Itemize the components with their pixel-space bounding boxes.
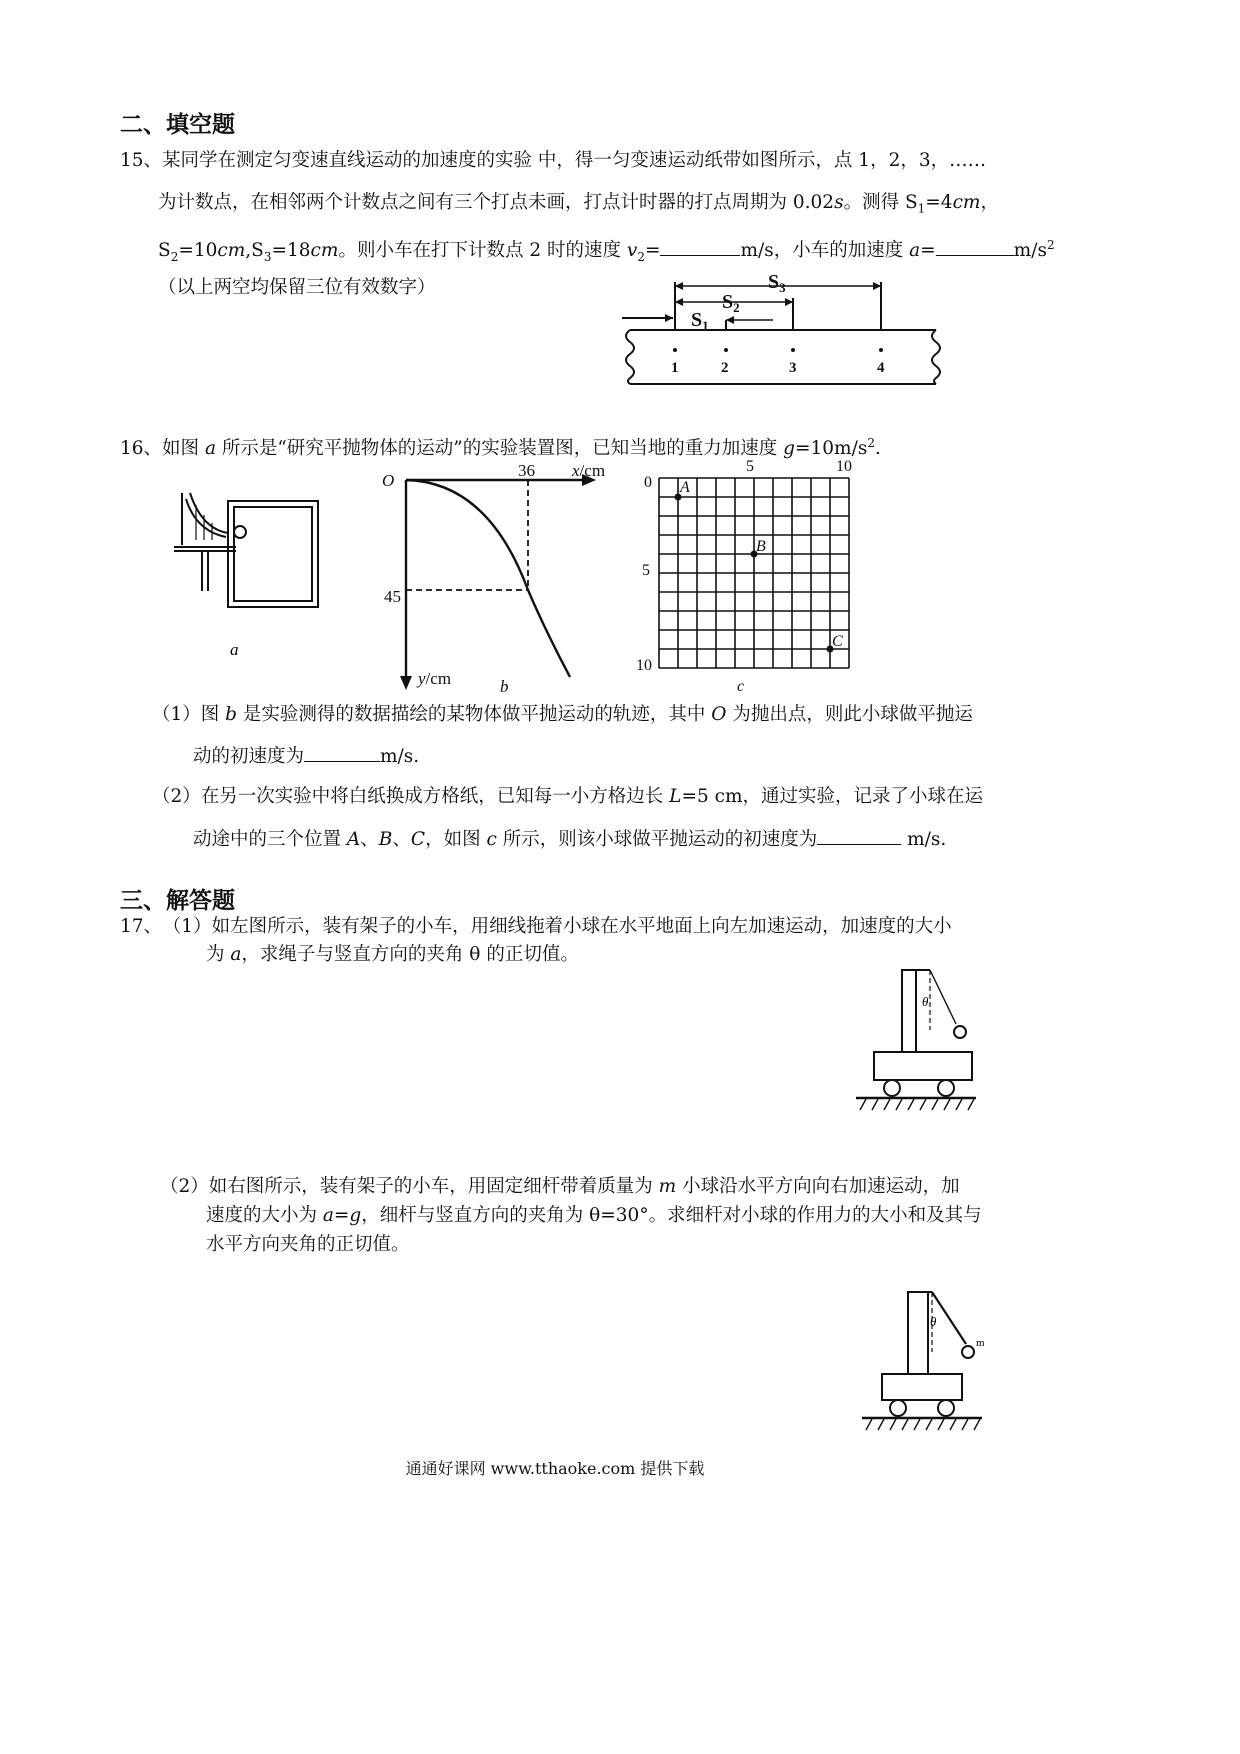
q17-p1-b: 为 <box>206 944 231 965</box>
q15-sub-3: 3 <box>263 249 272 264</box>
q15-text-3d: =18 <box>271 240 311 262</box>
tape-point-3: 3 <box>789 360 797 376</box>
y-axis-label: y/cm <box>418 669 452 688</box>
q15-text-3a: S <box>158 240 171 262</box>
q17-part-2-line-1 <box>160 1174 960 1200</box>
q15-sub-1: 1 <box>917 201 926 216</box>
tape-label-s2: $S_2$ <box>722 291 740 315</box>
q15-comma: ， <box>980 192 999 213</box>
q16-p1-e: 动的初速度为 <box>193 746 305 767</box>
q17-p2-var-m: m <box>658 1176 677 1197</box>
point-b-label: B <box>756 538 766 555</box>
q16-answer-blank-1[interactable] <box>304 743 380 762</box>
q16-p1-unit: m/s. <box>380 746 420 767</box>
grid-lines <box>659 478 849 668</box>
cart-1-post <box>902 970 916 1052</box>
q16-fig-ref-a: a <box>204 438 216 460</box>
grid-top-tick-0: 0 <box>644 474 652 491</box>
tape-point-4: 4 <box>877 360 885 376</box>
cart-2-post <box>908 1292 928 1374</box>
apparatus-board-outer <box>228 501 318 607</box>
section-3-title: 三、解答题 <box>120 888 235 914</box>
y-axis-arrow-icon <box>400 676 412 690</box>
q16-part-2-line-1 <box>152 784 983 810</box>
point-c-label: C <box>832 633 843 650</box>
q17-p1-var-a: a <box>230 944 242 965</box>
q15-text-2b: 。测得 S <box>843 192 918 213</box>
q17-p2-ag: a=g <box>322 1205 362 1226</box>
origin-label-o: O <box>382 471 395 490</box>
q16-answer-blank-2[interactable] <box>817 826 901 845</box>
cart-2-theta-label: θ <box>930 1314 937 1329</box>
q16-number: 16、 <box>120 438 163 460</box>
trajectory-curve <box>406 480 570 677</box>
q15-unit-cm-3: cm <box>310 240 339 262</box>
q17-p2-c: 速度的大小为 <box>206 1205 323 1226</box>
q15-text-3c: ,S <box>245 240 264 262</box>
q16-p2-l: L <box>669 786 682 807</box>
figure-a-apparatus <box>168 485 338 665</box>
point-a-label: A <box>680 479 690 496</box>
figure-c-grid-paper <box>632 455 877 695</box>
grid-top-tick-5: 5 <box>746 458 754 475</box>
q17-p2-b: 小球沿水平方向向右加速运动，加 <box>676 1176 960 1197</box>
grid-top-tick-10: 10 <box>836 458 852 475</box>
cart-1-ball <box>954 1026 966 1038</box>
grid-left-tick-10: 10 <box>636 657 652 674</box>
cart-figure-string <box>850 962 985 1117</box>
q16-p2-point-b: B <box>378 829 393 850</box>
q16-p2-fig-c: c <box>486 829 497 850</box>
q15-unit-s: s <box>834 192 844 213</box>
q15-eq-2: = <box>920 240 936 262</box>
q15-sub-2: 2 <box>170 249 179 264</box>
q16-stem-a: 如图 <box>162 438 205 460</box>
y-tick-45: 45 <box>384 587 401 606</box>
q15-line-2 <box>158 190 999 222</box>
q16-part-1-line-1 <box>152 702 973 728</box>
q17-p1-a: （1）如左图所示，装有架子的小车，用细线拖着小球在水平地面上向左加速运动，加速度的大小 <box>172 916 952 937</box>
q17-number: 17、 <box>120 916 163 937</box>
q16-p2-unit: m/s. <box>901 829 947 850</box>
q16-p2-sep-2: 、 <box>392 829 411 850</box>
apparatus-ball <box>234 526 246 538</box>
q16-p2-d: ，如图 <box>425 829 487 850</box>
q15-answer-blank-a[interactable] <box>936 237 1014 256</box>
tape-label-s3: $S_3$ <box>768 271 786 295</box>
tape-left-wave <box>626 330 634 384</box>
q16-p2-point-a: A <box>346 829 361 850</box>
q16-p2-sep-1: 、 <box>360 829 379 850</box>
q16-part-1-line-2 <box>193 743 419 770</box>
q15-var-v: v <box>626 240 638 262</box>
figure-b-label: b <box>500 677 509 696</box>
q17-p2-a: （2）如右图所示，装有架子的小车，用固定细杆带着质量为 <box>160 1176 659 1197</box>
q15-text-2c: =4 <box>925 192 953 213</box>
q16-p1-a: （1）图 <box>152 704 226 725</box>
tape-point-1: 1 <box>671 360 679 376</box>
q16-part-2-line-2 <box>193 826 946 853</box>
q16-p1-b: b <box>225 704 237 725</box>
q16-p1-c: 是实验测得的数据描绘的某物体做平抛运动的轨迹，其中 <box>237 704 712 725</box>
q16-stem-d: . <box>874 438 881 460</box>
q15-eq-1: = <box>644 240 661 262</box>
q15-text-3b: =10 <box>178 240 218 262</box>
q15-var-v-sub: 2 <box>637 249 645 264</box>
cart-2-mass-label: m <box>976 1337 985 1349</box>
q15-text-1: 某同学在测定匀变速直线运动的加速度的实验 中，得一匀变速运动纸带如图所示，点 1，2，3，…… <box>162 150 987 171</box>
q16-p2-b: =5 cm，通过实验，记录了小球在运 <box>681 786 984 807</box>
q15-unit-cm-1: cm <box>952 192 981 213</box>
q17-part-2-line-3: 水平方向夹角的正切值。 <box>206 1234 410 1255</box>
grid-left-tick-5: 5 <box>642 562 650 579</box>
section-2-title: 二、填空题 <box>120 112 235 138</box>
q15-line-1 <box>120 148 986 174</box>
q17-part-1-line-2 <box>206 942 579 968</box>
q15-text-3e: 。则小车在打下计数点 2 时的速度 <box>338 240 627 262</box>
q16-sup-2: 2 <box>867 436 875 450</box>
x-tick-36: 36 <box>518 461 535 480</box>
cart-figure-rod <box>852 1286 997 1436</box>
cart-1-string <box>930 970 956 1024</box>
q16-stem-c: =10m/s <box>795 438 868 460</box>
q16-p1-d: 为抛出点，则此小球做平抛运 <box>726 704 973 725</box>
q16-p1-o: O <box>711 704 727 725</box>
figure-c-label: c <box>737 678 745 695</box>
q16-p2-point-c: C <box>410 829 426 850</box>
q15-var-a: a <box>909 240 921 262</box>
figure-b-trajectory-graph <box>378 452 623 697</box>
q17-part-2-line-2 <box>206 1203 982 1229</box>
q15-unit-1: m/s，小车的加速度 <box>740 240 910 262</box>
q17-p1-c: ，求绳子与竖直方向的夹角 θ 的正切值。 <box>241 944 579 965</box>
cart-2-rod <box>932 1292 966 1344</box>
q17-part-1-line-1 <box>120 914 952 940</box>
q16-p2-e: 所示，则该小球做平抛运动的初速度为 <box>496 829 818 850</box>
q16-var-g: g <box>783 438 795 460</box>
q16-p2-c: 动途中的三个位置 <box>193 829 347 850</box>
x-axis-label: x/cm <box>572 461 606 480</box>
q15-text-2a: 为计数点，在相邻两个计数点之间有三个打点未画，打点计时器的打点周期为 0.02 <box>158 192 835 213</box>
q17-p2-d: ，细杆与竖直方向的夹角为 θ=30°。求细杆对小球的作用力的大小和及其与 <box>361 1205 982 1226</box>
cart-1-body <box>874 1052 972 1080</box>
q15-unit-2: m/s <box>1013 240 1047 262</box>
q15-note: （以上两空均保留三位有效数字） <box>158 277 436 298</box>
paper-tape-figure <box>618 268 948 388</box>
tape-label-s1: $S_1$ <box>691 309 709 333</box>
q15-sup-2: 2 <box>1046 238 1055 252</box>
tape-point-2: 2 <box>721 360 729 376</box>
tape-right-wave <box>932 330 940 384</box>
cart-2-ball <box>962 1346 974 1358</box>
q15-line-3 <box>158 232 1055 270</box>
figure-a-label: a <box>230 640 239 659</box>
q16-p2-a: （2）在另一次实验中将白纸换成方格纸，已知每一小方格边长 <box>152 786 670 807</box>
cart-1-theta-label: θ <box>922 994 929 1009</box>
q15-number: 15、 <box>120 150 163 171</box>
apparatus-board-inner <box>234 507 312 601</box>
page-footer: 通通好课网 www.tthaoke.com 提供下载 <box>405 1459 705 1478</box>
cart-2-body <box>882 1374 962 1400</box>
q15-answer-blank-v2[interactable] <box>660 237 740 256</box>
q15-unit-cm-2: cm <box>217 240 246 262</box>
q16-stem-b: 所示是“研究平抛物体的运动”的实验装置图，已知当地的重力加速度 <box>215 438 784 460</box>
